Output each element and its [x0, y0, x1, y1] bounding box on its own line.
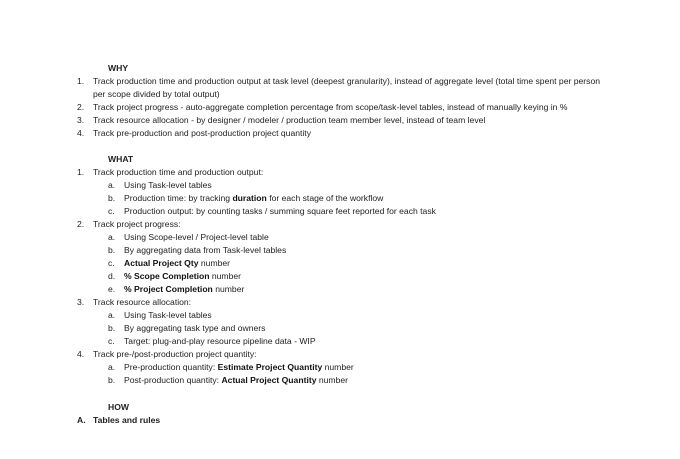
- list-number: 4.: [77, 349, 85, 359]
- sub-letter: b.: [108, 245, 116, 255]
- list-number: 1.: [77, 167, 85, 177]
- how-heading: HOW: [108, 402, 130, 412]
- sub-text: Target: plug-and-play resource pipeline data - WIP: [124, 336, 316, 346]
- sub-text: Production output: by counting tasks / summing square feet reported for each task: [124, 206, 436, 216]
- sub-text-bold: Estimate Project Quantity: [217, 362, 323, 372]
- sub-text-post: number: [209, 271, 241, 281]
- sub-text-post: for each stage of the workflow: [266, 193, 384, 203]
- sub-letter: b.: [108, 323, 116, 333]
- sub-text-pre: Post-production quantity:: [124, 375, 222, 385]
- sub-letter: d.: [108, 271, 116, 281]
- sub-text-bold: duration: [232, 193, 267, 203]
- sub-letter: a.: [108, 232, 116, 242]
- why-heading: WHY: [108, 63, 129, 73]
- sub-letter: c.: [108, 258, 115, 268]
- sub-text-pre: Production time: by tracking: [124, 193, 233, 203]
- list-number: 3.: [77, 297, 85, 307]
- sub-letter: b.: [108, 375, 116, 385]
- sub-letter: b.: [108, 193, 116, 203]
- list-text: Track resource allocation:: [93, 297, 192, 307]
- list-text: Track pre-/post-production project quantity:: [93, 349, 257, 359]
- sub-text: [124, 270, 241, 283]
- sub-text-post: number: [316, 375, 349, 385]
- list-text: Track project progress:: [93, 219, 181, 229]
- list-text: per scope divided by total output): [93, 89, 220, 99]
- list-number: 2.: [77, 102, 85, 112]
- sub-text-bold: % Scope Completion: [124, 271, 210, 281]
- sub-text: Using Task-level tables: [124, 310, 212, 320]
- sub-text: [124, 192, 383, 205]
- section-letter: A.: [77, 415, 86, 425]
- list-number: 2.: [77, 219, 85, 229]
- list-text: Track production time and production output at task level (deepest granularity), instead of aggregate level (total time spent per person: [93, 76, 600, 86]
- sub-text-pre: Pre-production quantity:: [124, 362, 218, 372]
- sub-text: [124, 283, 244, 296]
- sub-text: Using Scope-level / Project-level table: [124, 232, 269, 242]
- sub-text: Using Task-level tables: [124, 180, 212, 190]
- sub-text: By aggregating task type and owners: [124, 323, 266, 333]
- sub-text: [124, 257, 230, 270]
- what-heading: WHAT: [108, 154, 134, 164]
- list-number: 4.: [77, 128, 85, 138]
- list-text: Track project progress - auto-aggregate completion percentage from scope/task-level tables, instead of manually keying in %: [93, 102, 568, 112]
- sub-text-bold: % Project Completion: [124, 284, 213, 294]
- list-text: Track production time and production output:: [93, 167, 264, 177]
- list-text: Track resource allocation - by designer / modeler / production team member level, instead of team level: [93, 115, 486, 125]
- sub-letter: a.: [108, 362, 116, 372]
- sub-letter: a.: [108, 180, 116, 190]
- sub-text-post: number: [212, 284, 245, 294]
- sub-text-bold: Actual Project Qty: [124, 258, 199, 268]
- sub-text-post: number: [198, 258, 231, 268]
- sub-letter: c.: [108, 206, 115, 216]
- sub-text-post: number: [322, 362, 354, 372]
- list-text: Track pre-production and post-production project quantity: [93, 128, 311, 138]
- sub-text: By aggregating data from Task-level tables: [124, 245, 287, 255]
- sub-letter: a.: [108, 310, 116, 320]
- list-number: 3.: [77, 115, 85, 125]
- sub-letter: e.: [108, 284, 116, 294]
- section-title: Tables and rules: [93, 415, 161, 425]
- sub-text: [124, 374, 348, 387]
- sub-text: [124, 361, 354, 374]
- list-number: 1.: [77, 76, 85, 86]
- sub-letter: c.: [108, 336, 115, 346]
- sub-text-bold: Actual Project Quantity: [221, 375, 317, 385]
